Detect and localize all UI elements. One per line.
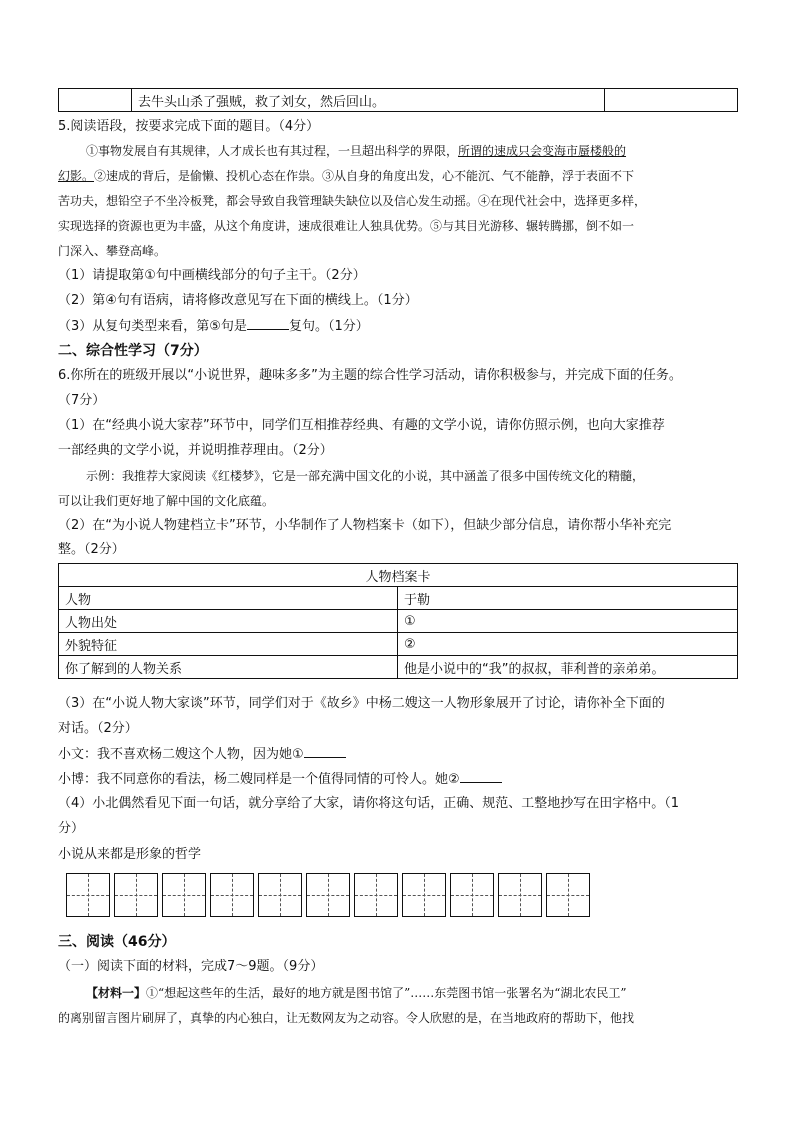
q6-task: 分）: [58, 821, 85, 836]
material-line: [86, 984, 627, 1002]
q6-task: 对话。（2分）: [58, 721, 138, 736]
answer-blank[interactable]: [247, 317, 289, 330]
q6-title: 6.你所在的班级开展以“小说世界，趣味多多”为主题的综合性学习活动，请你积极参与，并完成下面的任务。: [58, 368, 682, 383]
quote-text: 小说从来都是形象的哲学: [58, 847, 202, 862]
q5-passage-line: [86, 142, 626, 160]
grid-cell[interactable]: [258, 873, 302, 917]
passage-text: ①事物发展自有其规律，人才成长也有其过程，一旦超出科学的界限，: [86, 144, 459, 158]
grid-cell[interactable]: [546, 873, 590, 917]
table-row: [59, 656, 738, 679]
q6-task: 整。（2分）: [58, 542, 125, 557]
card-value: 他是小说中的“我”的叔叔，菲利普的亲弟弟。: [398, 656, 738, 679]
card-title: 人物档案卡: [59, 564, 738, 587]
question-text: （3）从复句类型来看，第⑤句是: [58, 319, 247, 334]
table-row: [59, 587, 738, 610]
q5-passage-line: [58, 167, 634, 185]
card-value[interactable]: ②: [398, 633, 738, 656]
example-text: 示例：我推荐大家阅读《红楼梦》，它是一部充满中国文化的小说，其中涵盖了很多中国传统文化的精髓，: [86, 469, 645, 483]
answer-blank[interactable]: [460, 770, 502, 783]
q6-title: （7分）: [58, 393, 106, 408]
table-row: [59, 633, 738, 656]
q5-title: 5.阅读语段，按要求完成下面的题目。（4分）: [58, 119, 320, 134]
q6-task: 一部经典的文学小说，并说明推荐理由。（2分）: [58, 443, 333, 458]
reading-sub-heading: （一）阅读下面的材料，完成7～9题。（9分）: [58, 959, 324, 974]
dialogue-text: 小博：我不同意你的看法，杨二嫂同样是一个值得同情的可怜人。她②: [58, 772, 460, 787]
q5-sub-question: （2）第④句有语病，请将修改意见写在下面的横线上。（1分）: [58, 293, 418, 308]
card-value: 于勒: [398, 587, 738, 610]
section-heading: 三、阅读（46分）: [58, 934, 176, 950]
grid-cell[interactable]: [114, 873, 158, 917]
card-key: 人物: [59, 587, 398, 610]
q5-passage-line: 苦功夫，想铅空子不坐冷板凳，都会导致自我管理缺失缺位以及信心发生动摇。④在现代社会中，选择更多样，: [58, 194, 647, 208]
card-value[interactable]: ①: [398, 610, 738, 633]
table-cell: 去牛头山杀了强贼，救了刘女，然后回山。: [132, 89, 605, 112]
grid-cell[interactable]: [354, 873, 398, 917]
answer-blank[interactable]: [304, 745, 346, 758]
grid-cell[interactable]: [498, 873, 542, 917]
question-text: 复句。（1分）: [288, 319, 369, 334]
table-cell: [605, 89, 738, 112]
character-card: [58, 563, 738, 679]
material-text: ①“想起这些年的生活，最好的地方就是图书馆了”……东莞图书馆一张署名为“湖北农民工”: [146, 986, 627, 1000]
grid-cell[interactable]: [450, 873, 494, 917]
card-key: 人物出处: [59, 610, 398, 633]
top-table: [58, 88, 738, 112]
example-text: 可以让我们更好地了解中国的文化底蕴。: [58, 494, 275, 508]
grid-cell[interactable]: [306, 873, 350, 917]
table-row: [59, 89, 738, 112]
q5-passage-line: 门深入、攀登高峰。: [58, 244, 167, 258]
underlined-text: 所谓的速成只会变海市蜃楼般的: [458, 144, 627, 158]
dialogue-line: [58, 770, 502, 789]
q6-task: （4）小北偶然看见下面一句话，就分享给了大家，请你将这句话，正确、规范、工整地抄写在田字格中。（1: [58, 796, 680, 811]
q5-passage-line: 实现选择的资源也更为丰盛，从这个角度讲，速成很难让人独具优势。⑤与其目光游移、辗转腾挪，倒不如一: [58, 219, 635, 233]
table-row: [59, 610, 738, 633]
card-key: 外貌特征: [59, 633, 398, 656]
card-key: 你了解到的人物关系: [59, 656, 398, 679]
table-cell: [59, 89, 132, 112]
writing-grid: [66, 873, 594, 917]
dialogue-line: [58, 745, 346, 764]
q6-task: （1）在“经典小说大家荐”环节中，同学们互相推荐经典、有趣的文学小说，请你仿照示例，也向大家推荐: [58, 418, 665, 433]
dialogue-text: 小文：我不喜欢杨二嫂这个人物，因为她①: [58, 747, 304, 762]
underlined-text: 幻影。: [58, 169, 95, 183]
table-row: [59, 564, 738, 587]
grid-cell[interactable]: [162, 873, 206, 917]
q5-sub-question: （1）请提取第①句中画横线部分的句子主干。（2分）: [58, 268, 366, 283]
grid-cell[interactable]: [402, 873, 446, 917]
q5-sub-question: [58, 317, 369, 336]
material-line: 的离别留言图片刷屏了，真挚的内心独白，让无数网友为之动容。令人欣慰的是，在当地政府的帮助下，他找: [58, 1011, 635, 1025]
grid-cell[interactable]: [210, 873, 254, 917]
material-label: 【材料一】: [86, 986, 147, 1000]
q6-task: （2）在“为小说人物建档立卡”环节，小华制作了人物档案卡（如下），但缺少部分信息，请你帮小华补充完: [58, 518, 672, 533]
q6-task: （3）在“小说人物大家谈”环节，同学们对于《故乡》中杨二嫂这一人物形象展开了讨论，请你补全下面的: [58, 696, 665, 711]
grid-cell[interactable]: [66, 873, 110, 917]
passage-text: ②速成的背后，是偷懒、投机心态在作祟。③从自身的角度出发，心不能沉、气不能静，浮于表面不下: [94, 169, 635, 183]
section-heading: 二、综合性学习（7分）: [58, 343, 208, 359]
